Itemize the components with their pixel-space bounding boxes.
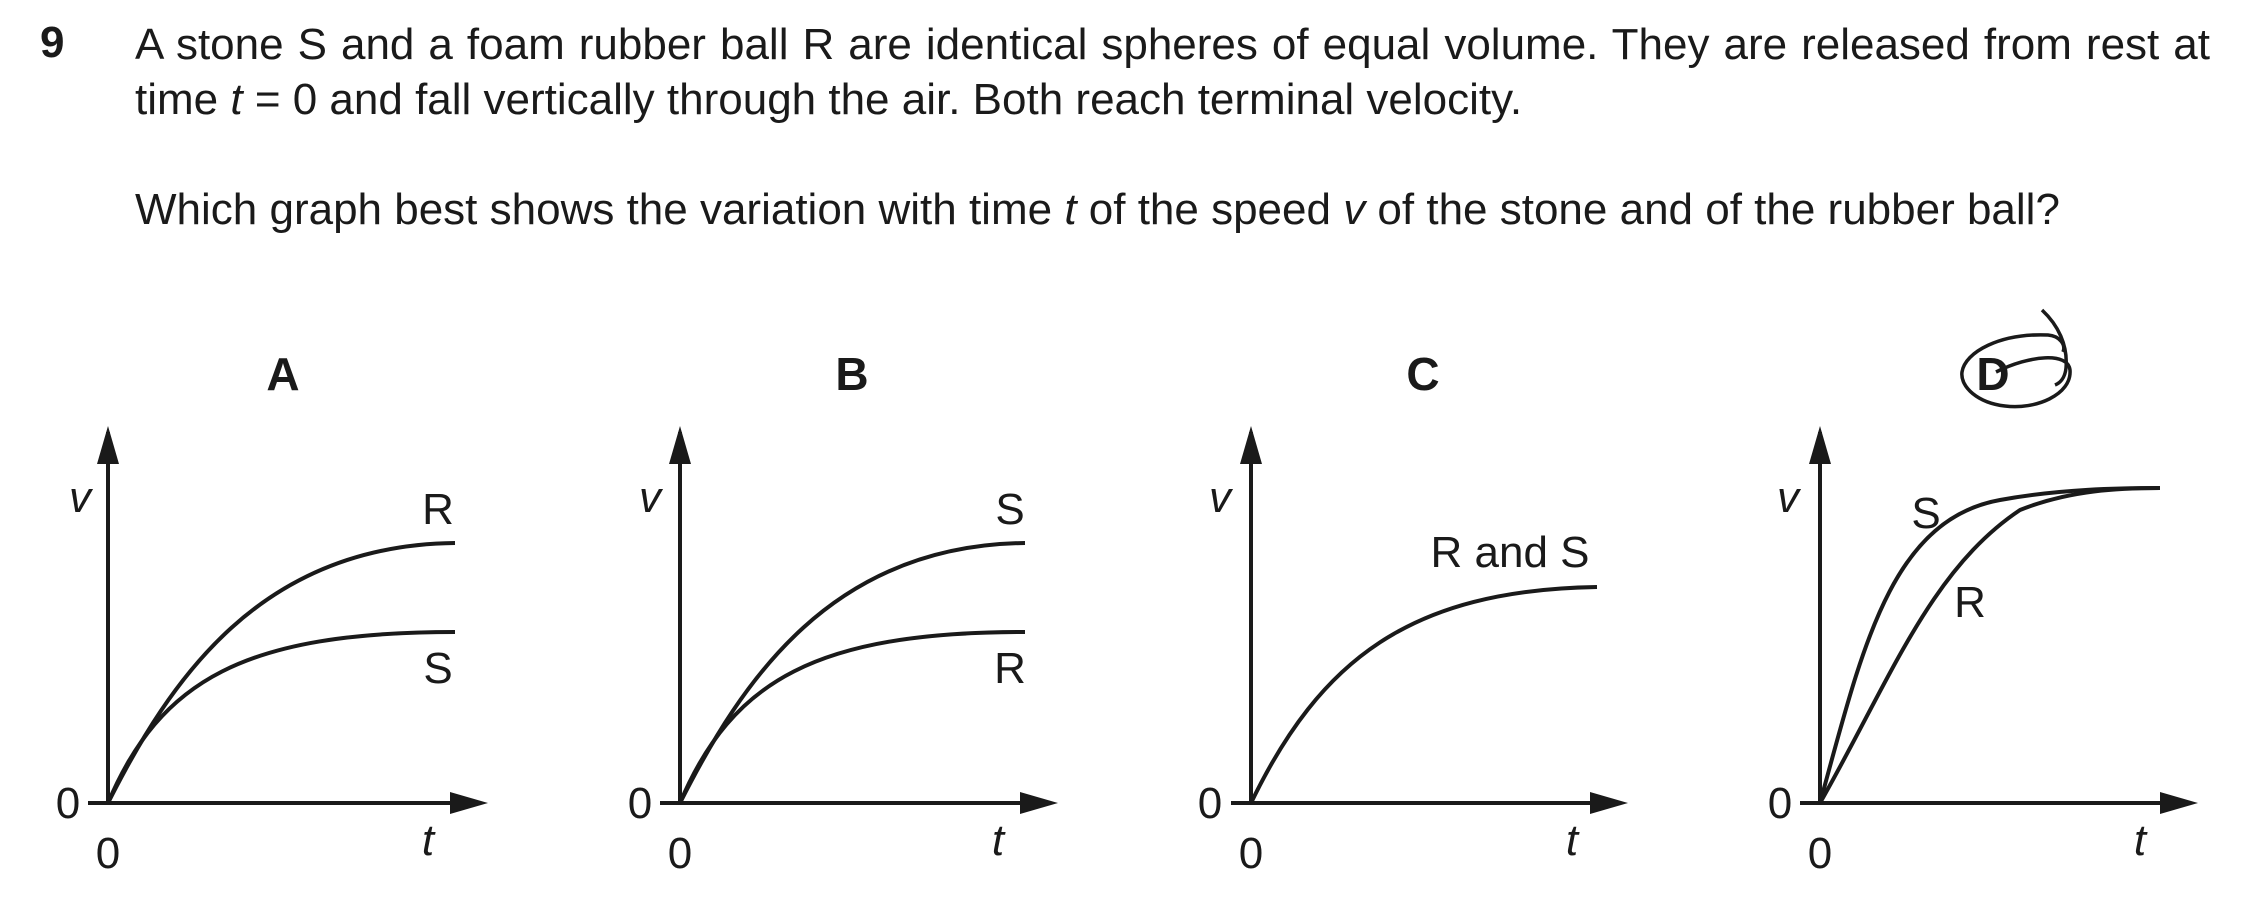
prompt-text-a: Which graph best shows the variation with time	[135, 185, 1065, 234]
option-b-graph	[628, 348, 1058, 878]
option-b-x-label: t	[991, 816, 1005, 865]
option-b-y-label: v	[639, 473, 661, 522]
option-a-curve-r	[108, 543, 455, 803]
option-d-origin-x: 0	[1807, 829, 1833, 878]
option-a-origin-y: 0	[55, 779, 81, 828]
option-d-x-arrow	[2160, 792, 2198, 814]
option-d-graph	[1768, 310, 2198, 878]
option-d-y-label: v	[1777, 473, 1799, 522]
option-c-letter: C	[1406, 348, 1440, 400]
option-a-x-arrow	[450, 792, 488, 814]
speed-symbol: v	[1343, 185, 1366, 234]
option-a-y-label: v	[69, 473, 91, 522]
option-b-origin-x: 0	[667, 829, 693, 878]
time-symbol: t	[1064, 185, 1077, 234]
option-c-x-label: t	[1565, 816, 1579, 865]
option-a-label-s: S	[423, 644, 453, 693]
option-b-curve-r	[680, 632, 1025, 803]
option-c-y-arrow	[1240, 426, 1262, 464]
option-c-origin-y: 0	[1197, 779, 1223, 828]
option-a-label-r: R	[422, 485, 454, 534]
option-b-letter: B	[835, 348, 869, 400]
option-b-label-r: R	[994, 644, 1026, 693]
time-symbol: t	[230, 75, 243, 124]
option-a-letter: A	[266, 348, 300, 400]
prompt-text-b: of the speed	[1076, 185, 1344, 234]
option-d-origin-y: 0	[1767, 779, 1793, 828]
option-c-curve-rs	[1251, 587, 1597, 803]
option-d-curve-r	[1820, 488, 2160, 803]
option-d-y-arrow	[1809, 426, 1831, 464]
option-a-x-label: t	[421, 816, 435, 865]
option-b-label-s: S	[995, 485, 1025, 534]
option-c-label-rs: R and S	[1430, 528, 1590, 577]
option-b-y-arrow	[669, 426, 691, 464]
option-c-graph	[1198, 348, 1628, 878]
option-a-origin-x: 0	[95, 829, 121, 878]
option-b-curve-s	[680, 543, 1025, 803]
prompt-text-c: of the stone and of the rubber ball?	[1365, 185, 2060, 234]
option-b-origin-y: 0	[627, 779, 653, 828]
option-a-graph	[56, 348, 488, 878]
stem-text-a: A stone S and a foam rubber ball R are identical spheres of equal volume. They are released from rest at time	[135, 20, 2210, 124]
option-d-letter: D	[1976, 348, 2010, 400]
option-d-label-r: R	[1954, 578, 1986, 627]
option-a-y-arrow	[97, 426, 119, 464]
option-a-curve-s	[108, 632, 455, 803]
option-d-label-s: S	[1911, 489, 1941, 538]
option-c-x-arrow	[1590, 792, 1628, 814]
option-b-x-arrow	[1020, 792, 1058, 814]
option-c-y-label: v	[1209, 473, 1231, 522]
stem-text-b: = 0 and fall vertically through the air. Both reach terminal velocity.	[242, 75, 1523, 124]
option-c-origin-x: 0	[1238, 829, 1264, 878]
option-d-x-label: t	[2133, 816, 2147, 865]
question-number: 9	[40, 18, 65, 67]
